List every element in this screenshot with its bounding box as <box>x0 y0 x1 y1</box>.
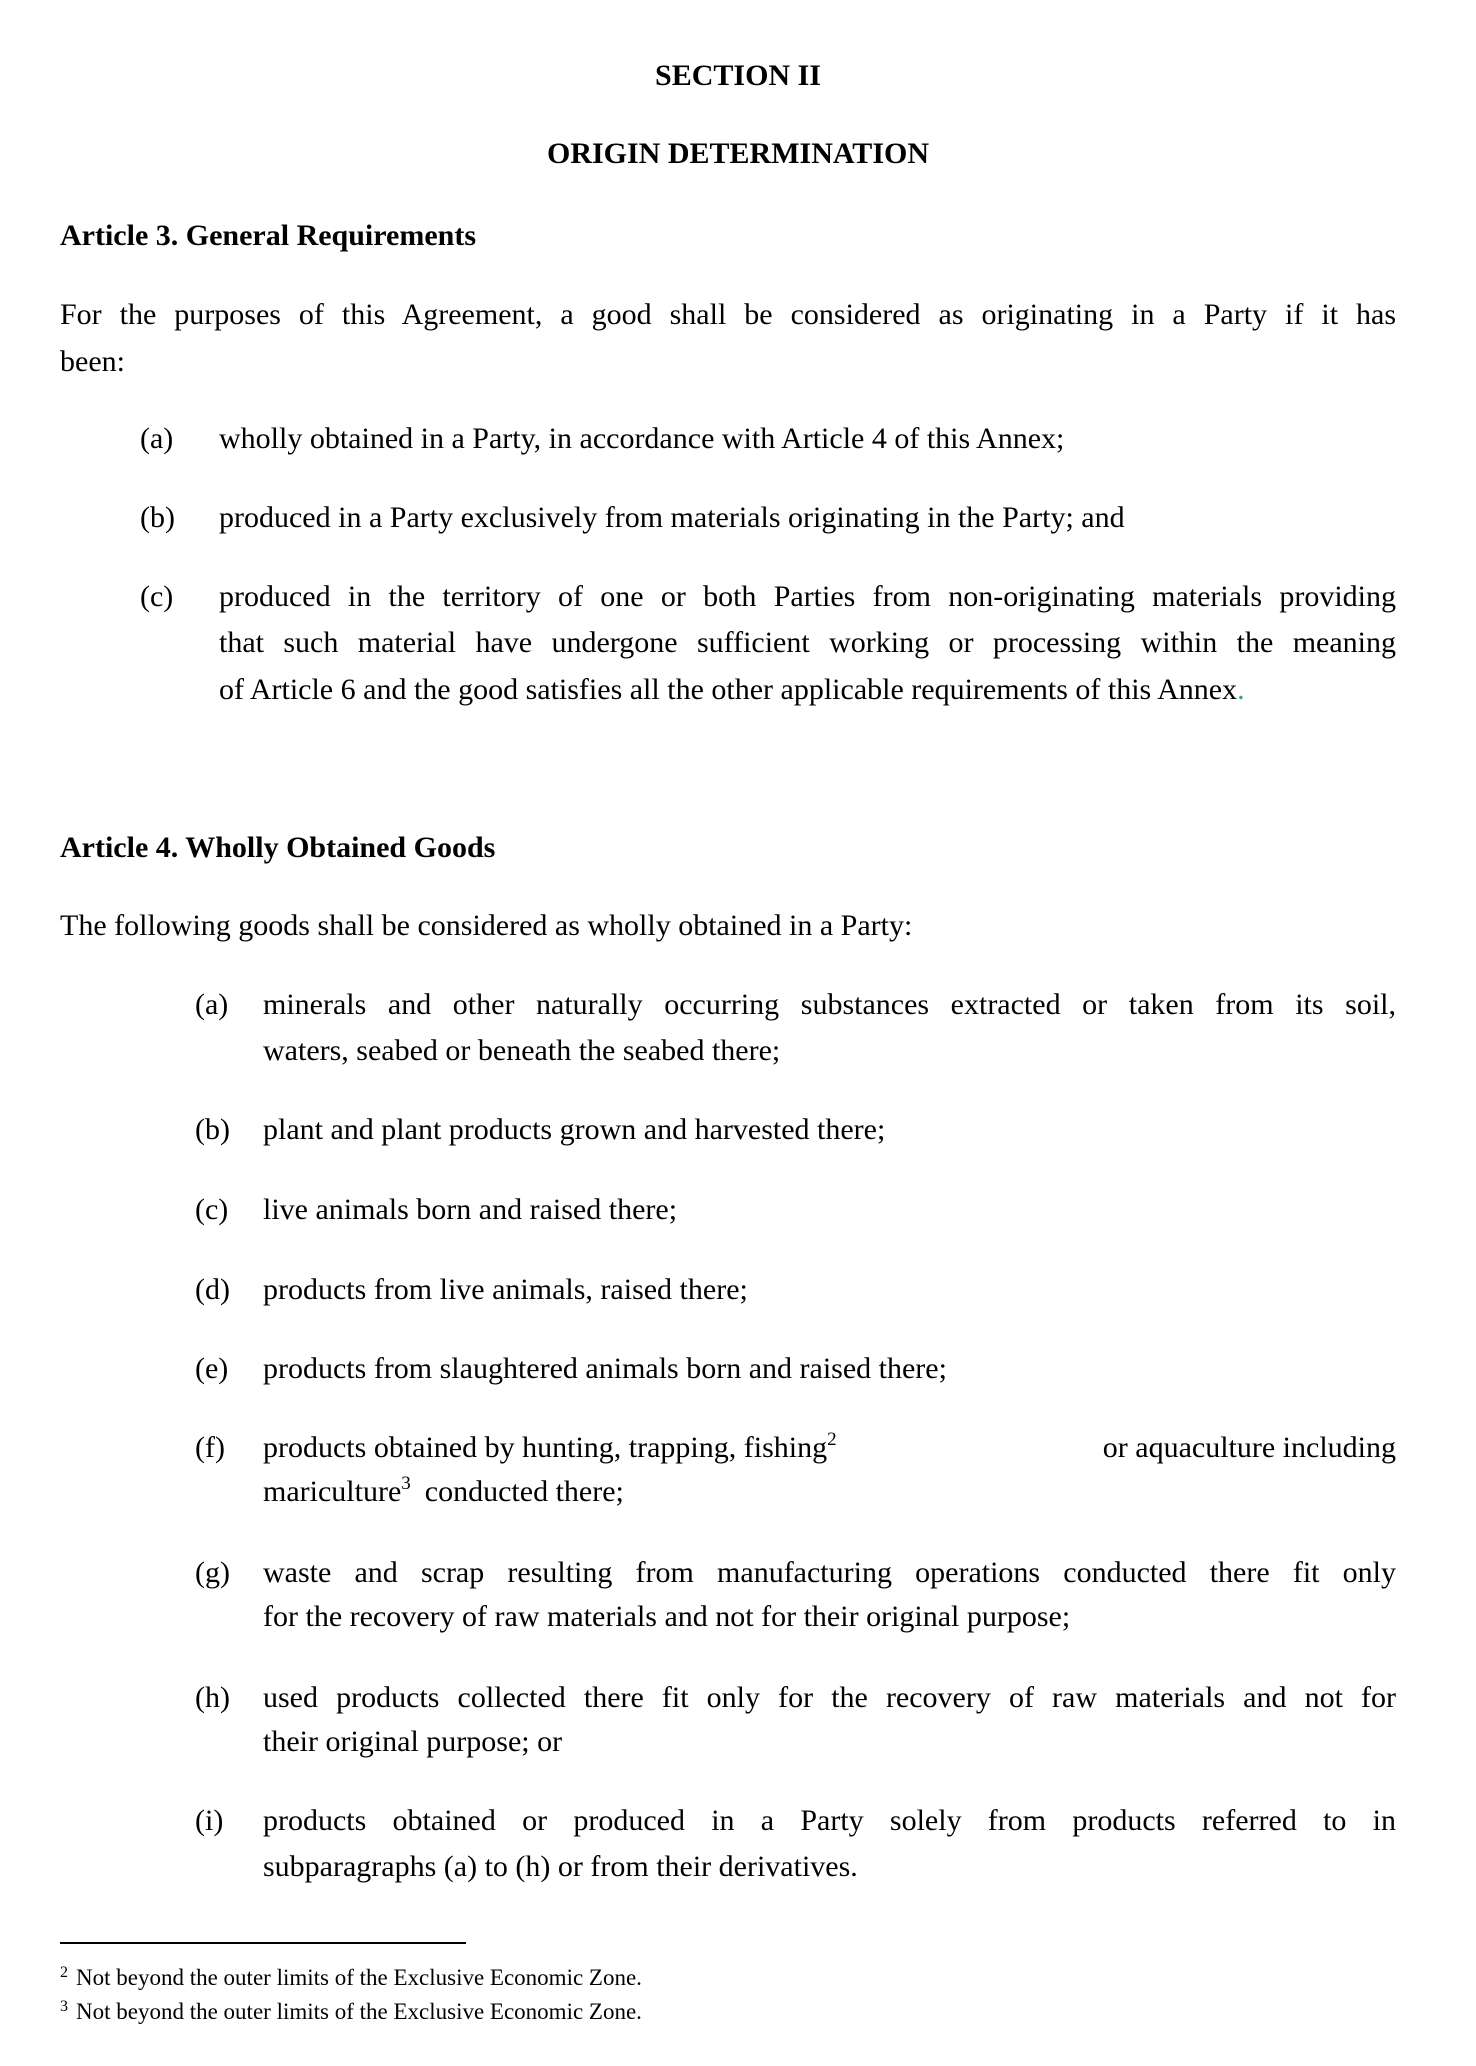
accent-period: . <box>1237 673 1245 706</box>
item-text: produced in a Party exclusively from materials originating in the Party; and <box>219 501 1125 534</box>
article-3-heading: Article 3. General Requirements <box>60 219 477 252</box>
section-title: SECTION II <box>655 59 821 92</box>
item-text: wholly obtained in a Party, in accordance with Article 4 of this Annex; <box>219 422 1065 455</box>
item-text-line-1: products obtained or produced in a Party solely from products referred to in <box>263 1804 1396 1837</box>
item-text-line-1: minerals and other naturally occurring substances extracted or taken from its soil, <box>263 988 1396 1021</box>
item-label: (i) <box>195 1804 224 1837</box>
footnote-text: Not beyond the outer limits of the Exclusive Economic Zone. <box>76 1999 642 2024</box>
item-text-line-2: mariculture$^3$ conducted there; <box>263 1473 624 1508</box>
footnote-mark: 3 <box>60 1998 68 2015</box>
footnote-2 <box>60 1964 642 1992</box>
footnote-separator <box>60 1942 466 1944</box>
item-text-line-2: subparagraphs (a) to (h) or from their derivatives. <box>263 1850 858 1883</box>
item-label: (f) <box>195 1431 225 1464</box>
footnote-3 <box>60 1998 642 2026</box>
item-text-line-1: used products collected there fit only for the recovery of raw materials and not for <box>263 1681 1396 1714</box>
item-text-line-2: waters, seabed or beneath the seabed there; <box>263 1034 781 1067</box>
item-text: plant and plant products grown and harvested there; <box>263 1113 886 1146</box>
item-text-line-1 <box>263 1430 1396 1466</box>
footnote-mark: 2 <box>60 1964 68 1981</box>
item-text-line-1: produced in the territory of one or both Parties from non-originating materials providing <box>219 580 1396 613</box>
article-4-heading: Article 4. Wholly Obtained Goods <box>60 831 496 864</box>
item-text-line-2: for the recovery of raw materials and not for their original purpose; <box>263 1600 1071 1633</box>
item-label: (c) <box>140 580 174 613</box>
article-3-intro-line-1: For the purposes of this Agreement, a good shall be considered as originating in a Party if it has <box>60 298 1396 331</box>
item-text-line-2: that such material have undergone sufficient working or processing within the meaning <box>219 626 1396 659</box>
article-3-intro-line-2: been: <box>60 345 125 378</box>
footnote-ref-2[interactable]: 2 <box>827 1429 837 1450</box>
text-segment: products obtained by hunting, trapping, fishing$^2$ <box>263 1429 837 1464</box>
item-text-line-3: of Article 6 and the good satisfies all the other applicable requirements of this Annex <box>219 673 1238 706</box>
article-4-intro: The following goods shall be considered as wholly obtained in a Party: <box>60 909 913 942</box>
item-label: (a) <box>140 422 174 455</box>
item-text-line-2: their original purpose; or <box>263 1725 563 1758</box>
item-label: (h) <box>195 1681 230 1714</box>
footnote-ref-3[interactable]: 3 <box>401 1473 411 1494</box>
footnote-text: Not beyond the outer limits of the Exclusive Economic Zone. <box>76 1965 642 1990</box>
item-text: live animals born and raised there; <box>263 1193 678 1226</box>
item-label: (a) <box>195 988 229 1021</box>
text-segment: or aquaculture including <box>1102 1431 1396 1464</box>
item-label: (b) <box>140 501 175 534</box>
item-label: (d) <box>195 1273 230 1306</box>
item-text: products from live animals, raised there; <box>263 1273 748 1306</box>
section-subtitle: ORIGIN DETERMINATION <box>547 137 929 170</box>
item-text-line-1: waste and scrap resulting from manufacturing operations conducted there fit only <box>263 1556 1396 1589</box>
item-label: (b) <box>195 1113 230 1146</box>
item-label: (e) <box>195 1352 229 1385</box>
item-text: products from slaughtered animals born and raised there; <box>263 1352 947 1385</box>
item-label: (c) <box>195 1193 229 1226</box>
item-label: (g) <box>195 1556 230 1589</box>
